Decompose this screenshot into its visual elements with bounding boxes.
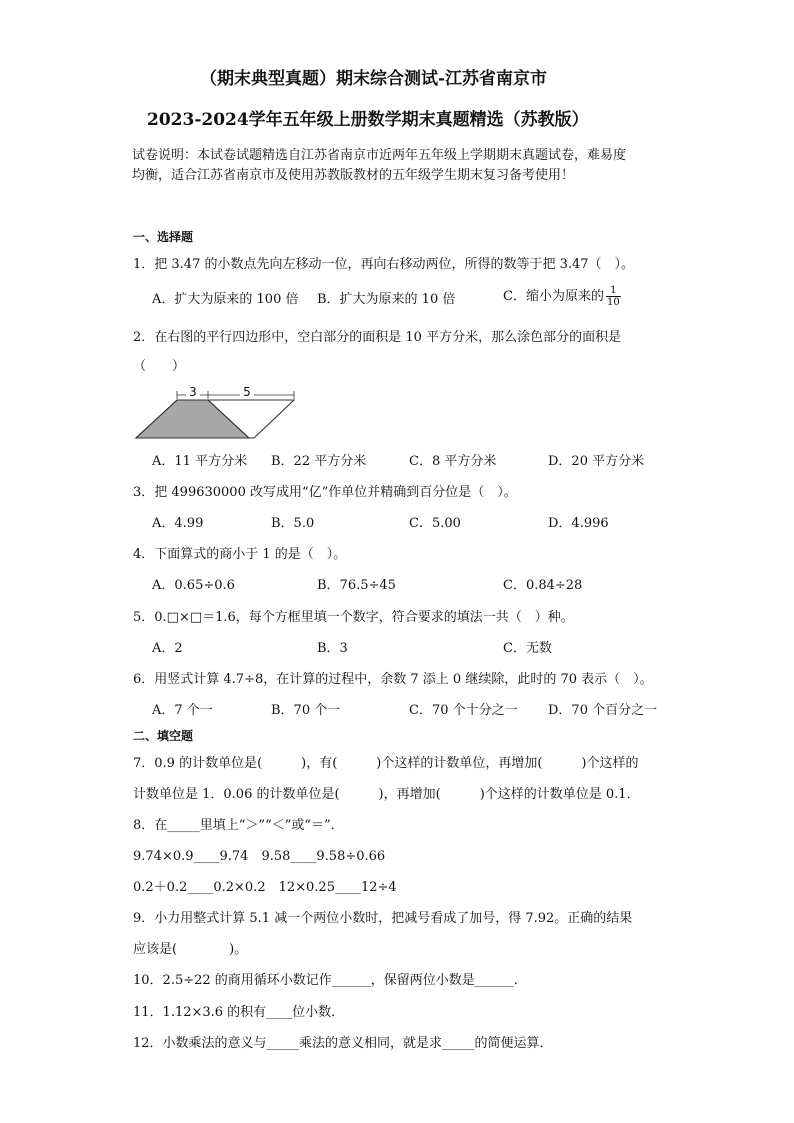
fraction-numerator: 1	[606, 285, 621, 297]
shaded-trapezoid	[136, 400, 249, 438]
question-9-line-1: 9．小力用整式计算 5.1 减一个两位小数时，把减号看成了加号，得 7.92。正确的结果	[133, 911, 633, 926]
question-8-row-2: 0.2＋0.2____0.2×0.2 12×0.25____12÷4	[133, 880, 397, 895]
question-1-option-b: B．扩大为原来的 10 倍	[317, 292, 456, 307]
question-8-stem: 8．在_____里填上“＞”“＜”或“＝”．	[133, 818, 344, 833]
question-4-option-c: C．0.84÷28	[503, 578, 583, 593]
question-6-option-c: C．70 个十分之一	[409, 703, 518, 718]
question-5-option-a: A．2	[152, 641, 183, 656]
question-4-stem: 4．下面算式的商小于 1 的是（ ）。	[133, 547, 347, 562]
question-5-stem: 5．0.□×□＝1.6，每个方框里填一个数字，符合要求的填法一共（ ）种。	[133, 610, 574, 625]
question-1-option-c	[503, 285, 621, 308]
question-1-option-a: A．扩大为原来的 100 倍	[152, 292, 299, 307]
question-1-stem: 1．把 3.47 的小数点先向左移动一位，再向右移动两位，所得的数等于把 3.47（ ）。	[133, 257, 635, 272]
question-5-option-b: B．3	[317, 641, 348, 656]
question-7-line-1: 7．0.9 的计数单位是( )，有( )个这样的计数单位，再增加( )个这样的	[133, 756, 639, 771]
question-6-option-d: D．70 个百分之一	[548, 703, 658, 718]
title-line-1: （期末典型真题）期末综合测试-江苏省南京市	[200, 69, 548, 89]
question-3-stem: 3．把 499630000 改写成用“亿”作单位并精确到百分位是（ ）。	[133, 485, 517, 500]
question-9-line-2: 应该是( )。	[133, 942, 248, 957]
label-3: 3	[189, 386, 197, 399]
question-7-line-2: 计数单位是 1．0.06 的计数单位是( )，再增加( )个这样的计数单位是 0.1．	[133, 787, 640, 802]
question-11-stem: 11．1.12×3.6 的积有____位小数．	[133, 1005, 345, 1020]
parallelogram-figure	[134, 386, 304, 441]
question-3-option-c: C．5.00	[409, 516, 461, 531]
question-8-row-1: 9.74×0.9____9.74 9.58____9.58÷0.66	[133, 849, 386, 864]
question-4-option-b: B．76.5÷45	[317, 578, 396, 593]
section-choice-title: 一、选择题	[133, 230, 194, 244]
question-2-stem-line-1: 2．在右图的平行四边形中，空白部分的面积是 10 平方分米，那么涂色部分的面积是	[133, 330, 622, 345]
question-2-option-c: C．8 平方分米	[409, 454, 497, 469]
question-5-option-c: C．无数	[503, 641, 552, 656]
question-4-option-a: A．0.65÷0.6	[152, 578, 235, 593]
question-2-option-a: A．11 平方分米	[152, 454, 248, 469]
question-2-option-d: D．20 平方分米	[548, 454, 645, 469]
section-fill-title: 二、填空题	[133, 729, 194, 743]
question-2-option-b: B．22 平方分米	[271, 454, 367, 469]
question-2-stem-line-2: （ ）	[133, 359, 186, 374]
description-line-1: 试卷说明：本试卷试题精选自江苏省南京市近两年五年级上学期期末真题试卷，难易度	[132, 148, 627, 163]
question-6-option-b: B．70 个一	[271, 703, 341, 718]
description-line-2: 均衡，适合江苏省南京市及使用苏教版教材的五年级学生期末复习备考使用！	[132, 168, 575, 183]
label-5: 5	[243, 386, 251, 399]
fraction-denominator: 10	[606, 297, 620, 308]
question-6-stem: 6．用竖式计算 4.7÷8，在计算的过程中，余数 7 添上 0 继续除，此时的 70 表示（ ）。	[133, 672, 653, 687]
question-6-option-a: A．7 个一	[152, 703, 213, 718]
question-1-option-c-text: C．缩小为原来的	[503, 289, 604, 304]
question-3-option-b: B．5.0	[271, 516, 315, 531]
question-12-stem: 12．小数乘法的意义与_____乘法的意义相同，就是求_____的简便运算．	[133, 1036, 553, 1051]
question-3-option-a: A．4.99	[152, 516, 204, 531]
question-10-stem: 10．2.5÷22 的商用循环小数记作______，保留两位小数是______．	[133, 973, 527, 988]
fraction-one-tenth	[606, 285, 621, 308]
question-3-option-d: D．4.996	[548, 516, 609, 531]
title-line-2: 2023-2024学年五年级上册数学期末真题精选（苏教版）	[147, 110, 589, 130]
